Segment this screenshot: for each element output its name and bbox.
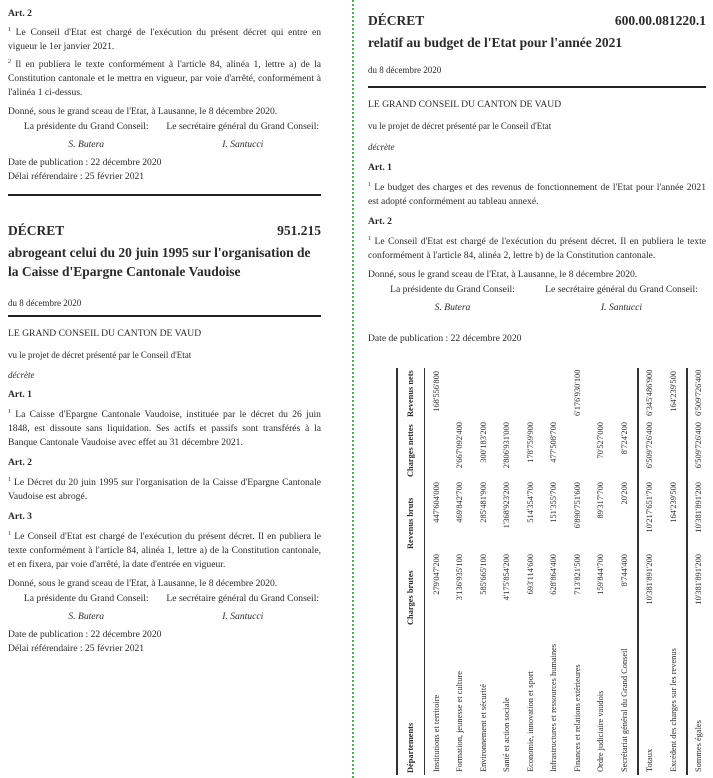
table-row — [566, 368, 590, 775]
decree-title: abrogeant celui du 20 juin 1995 sur l'organisation de la Caisse d'Epargne Cantonale Vaudoise — [8, 245, 311, 279]
amount-cell: 1'368'923'200 — [502, 482, 512, 529]
department-cell: Formation, jeunesse et culture — [455, 671, 465, 772]
decree-600-00-081220-1 — [368, 14, 706, 77]
table-row — [590, 368, 614, 775]
paragraph: $^1$ Le budget des charges et des revenus de fonctionnement de l'Etat pour l'année 2021 est adopté conformément au tableau annexé. — [368, 182, 706, 207]
signature-names: S. Butera I. Santucci — [434, 302, 643, 313]
article-heading: Art. 2 — [8, 8, 32, 19]
given-statement: Donné, sous le grand sceau de l'Etat, à Lausanne, le 8 décembre 2020. — [368, 269, 638, 280]
amount-cell — [496, 368, 520, 419]
paragraph: $^1$ La Caisse d'Epargne Cantonale Vaudoise, instituée par le décret du 26 juin 1848, est dissoute sans liquidation. Ses actifs et passifs sont transférés à la Banque Cantonale Vaudoise avec effet au 31 décembre 2021. — [8, 409, 321, 448]
decree-date: du 8 décembre 2020 — [368, 65, 442, 75]
amount-cell: 6'509'726'400 — [687, 368, 710, 419]
signature-names: S. Butera I. Santucci — [68, 139, 264, 150]
amount-cell: 4'175'854'200 — [502, 554, 512, 601]
department-cell: Infrastructures et ressources humaines — [549, 643, 559, 772]
amount-cell — [662, 419, 687, 479]
paragraph: $^2$ Il en publiera le texte conformément à l'article 84, alinéa 1, lettre a) de la Constitution cantonale et le mettra en vigueur, par voie d'arrêté, conformément à l'alinéa 1 ci-dessus. — [8, 59, 321, 98]
amount-cell — [425, 419, 449, 479]
amount-cell: 6'890'751'600 — [572, 482, 582, 529]
publication-date: Date de publication : 22 décembre 2020 — [368, 333, 522, 344]
amount-cell: 6'509'726'400 — [687, 419, 710, 479]
amount-cell: 693'114'600 — [525, 554, 535, 595]
amount-cell: 300'183'200 — [478, 422, 488, 463]
article-heading: Art. 2 — [368, 216, 392, 227]
table-row — [449, 368, 473, 775]
amount-cell — [566, 419, 590, 479]
paragraph: $^1$ Le Conseil d'Etat est chargé de l'exécution du présent décret. Il en publiera le texte conformément à l'article 84, alinéa 1, lettre a) de la Constitution cantonale, et en fixera, par voie d'arrêté, la date d'entrée en vigueur. — [8, 531, 321, 570]
article-heading: Art. 2 — [8, 457, 32, 468]
considering: vu le projet de décret présenté par le Conseil d'Etat — [368, 121, 552, 131]
article-heading: Art. 3 — [8, 511, 32, 522]
decree-header: DÉCRET 951.215 — [8, 223, 321, 238]
amount-cell: 585'665'100 — [478, 554, 488, 595]
equal-sums-row — [687, 368, 710, 775]
previous-decree-end — [8, 7, 321, 184]
column-header: Charges nettes — [397, 419, 425, 479]
amount-cell: 164'239'500 — [668, 482, 678, 523]
amount-cell: 89'317'700 — [596, 482, 606, 519]
paragraph: $^1$ Le Décret du 20 juin 1995 sur l'organisation de la Caisse d'Epargne Cantonale Vaudoise est abrogé. — [8, 477, 321, 502]
table-row — [472, 368, 496, 775]
amount-cell — [613, 368, 638, 419]
amount-cell: 6'509'726'400 — [638, 419, 663, 479]
section-rule — [8, 194, 321, 196]
department-cell: Ordre judiciaire vaudois — [596, 690, 606, 772]
amount-cell: 159'844'700 — [596, 554, 606, 595]
amount-cell: 514'354'700 — [525, 482, 535, 523]
amount-cell: 628'864'400 — [549, 554, 559, 595]
amount-cell — [543, 368, 567, 419]
table-header-row — [397, 368, 425, 775]
table-row — [425, 368, 449, 775]
department-cell: Totaux — [638, 627, 663, 775]
decrees: décrète — [8, 370, 35, 380]
amount-cell: 151'355'700 — [549, 482, 559, 523]
amount-cell: 20'200 — [619, 482, 629, 505]
column-header: Charges brutes — [397, 551, 425, 627]
authority: LE GRAND CONSEIL DU CANTON DE VAUD — [8, 328, 202, 339]
referendum-deadline: Délai référendaire : 25 février 2021 — [8, 643, 145, 654]
column-header: Revenus nets — [397, 368, 425, 419]
amount-cell: 6'345'486'900 — [638, 368, 663, 419]
department-cell: Secrétariat général du Grand Conseil — [619, 648, 629, 772]
authority: LE GRAND CONSEIL DU CANTON DE VAUD — [368, 99, 562, 110]
table-row — [613, 368, 638, 775]
amount-cell — [449, 368, 473, 419]
given-statement: Donné, sous le grand sceau de l'Etat, à Lausanne, le 8 décembre 2020. — [8, 106, 278, 117]
amount-cell: 2'667'092'400 — [455, 422, 465, 469]
amount-cell: 10'381'891'200 — [638, 551, 663, 627]
totals-row — [638, 368, 663, 775]
table-row — [496, 368, 520, 775]
department-cell: Economie, innovation et sport — [525, 671, 535, 772]
amount-cell: 10'381'891'200 — [687, 551, 710, 627]
amount-cell: 469'842'700 — [455, 482, 465, 523]
excess-row — [662, 368, 687, 775]
article-heading: Art. 1 — [8, 389, 32, 400]
decree-header: DÉCRET 600.00.081220.1 — [368, 13, 706, 28]
amount-cell — [590, 368, 614, 419]
decrees: décrète — [368, 142, 395, 152]
referendum-deadline: Délai référendaire : 25 février 2021 — [8, 171, 145, 182]
department-cell: Environnement et sécurité — [478, 684, 488, 772]
publication-date: Date de publication : 22 décembre 2020 — [8, 629, 162, 640]
amount-cell: 447'604'000 — [431, 482, 441, 523]
amount-cell: 6'176'930'100 — [572, 369, 582, 416]
amount-cell — [662, 551, 687, 627]
amount-cell: 164'239'500 — [668, 371, 678, 412]
decree-date: du 8 décembre 2020 — [8, 298, 82, 308]
signature-labels: La présidente du Grand Conseil: Le secrétaire général du Grand Conseil: — [390, 284, 698, 295]
amount-cell: 279'047'200 — [431, 554, 441, 595]
department-cell: Institutions et territoire — [431, 694, 441, 772]
amount-cell: 178'759'900 — [525, 422, 535, 463]
considering: vu le projet de décret présenté par le Conseil d'Etat — [8, 350, 192, 360]
signature-labels: La présidente du Grand Conseil: Le secrétaire général du Grand Conseil: — [23, 121, 320, 132]
decree-body — [368, 98, 706, 346]
article-heading: Art. 1 — [368, 162, 392, 173]
amount-cell: 8'744'400 — [619, 554, 629, 587]
publication-date: Date de publication : 22 décembre 2020 — [8, 157, 162, 168]
paragraph: $^1$ Le Conseil d'Etat est chargé de l'exécution du présent décret. Il en publiera le texte conformément à l'article 84, alinéa 2, lettre b) de la Constitution cantonale. — [368, 236, 706, 261]
amount-cell: 2'806'931'000 — [502, 422, 512, 469]
amount-cell: 3'136'935'100 — [455, 554, 465, 601]
department-cell: Excédent des charges sur les revenus — [668, 648, 678, 772]
column-divider — [352, 0, 354, 778]
column-header: Départements — [397, 627, 425, 775]
department-cell: Finances et relations extérieures — [572, 664, 582, 772]
decree-body — [8, 327, 321, 656]
amount-cell: 10'217'651'700 — [638, 479, 663, 551]
amount-cell — [519, 368, 543, 419]
section-rule — [368, 86, 706, 88]
given-statement: Donné, sous le grand sceau de l'Etat, à Lausanne, le 8 décembre 2020. — [8, 578, 278, 589]
decree-title: relatif au budget de l'Etat pour l'année 2021 — [368, 35, 623, 50]
paragraph: $^1$ Le Conseil d'Etat est chargé de l'exécution du présent décret qui entre en vigueur le 1er janvier 2021. — [8, 27, 321, 52]
section-rule — [8, 315, 321, 317]
signature-labels: La présidente du Grand Conseil: Le secrétaire général du Grand Conseil: — [23, 593, 320, 604]
amount-cell: 70'527'000 — [596, 422, 606, 459]
decree-951-215 — [8, 224, 321, 310]
amount-cell: 168'556'800 — [431, 371, 441, 412]
amount-cell: 477'508'700 — [549, 422, 559, 463]
budget-table — [396, 368, 710, 775]
table-row — [543, 368, 567, 775]
amount-cell: 713'821'500 — [572, 554, 582, 595]
signature-names: S. Butera I. Santucci — [68, 611, 264, 622]
table-row — [519, 368, 543, 775]
department-cell: Sommes égales — [687, 627, 710, 775]
amount-cell: 8'724'200 — [619, 422, 629, 455]
department-cell: Santé et action sociale — [502, 697, 512, 772]
amount-cell — [472, 368, 496, 419]
amount-cell: 10'381'891'200 — [687, 479, 710, 551]
amount-cell: 285'481'900 — [478, 482, 488, 523]
column-header: Revenus bruts — [397, 479, 425, 551]
